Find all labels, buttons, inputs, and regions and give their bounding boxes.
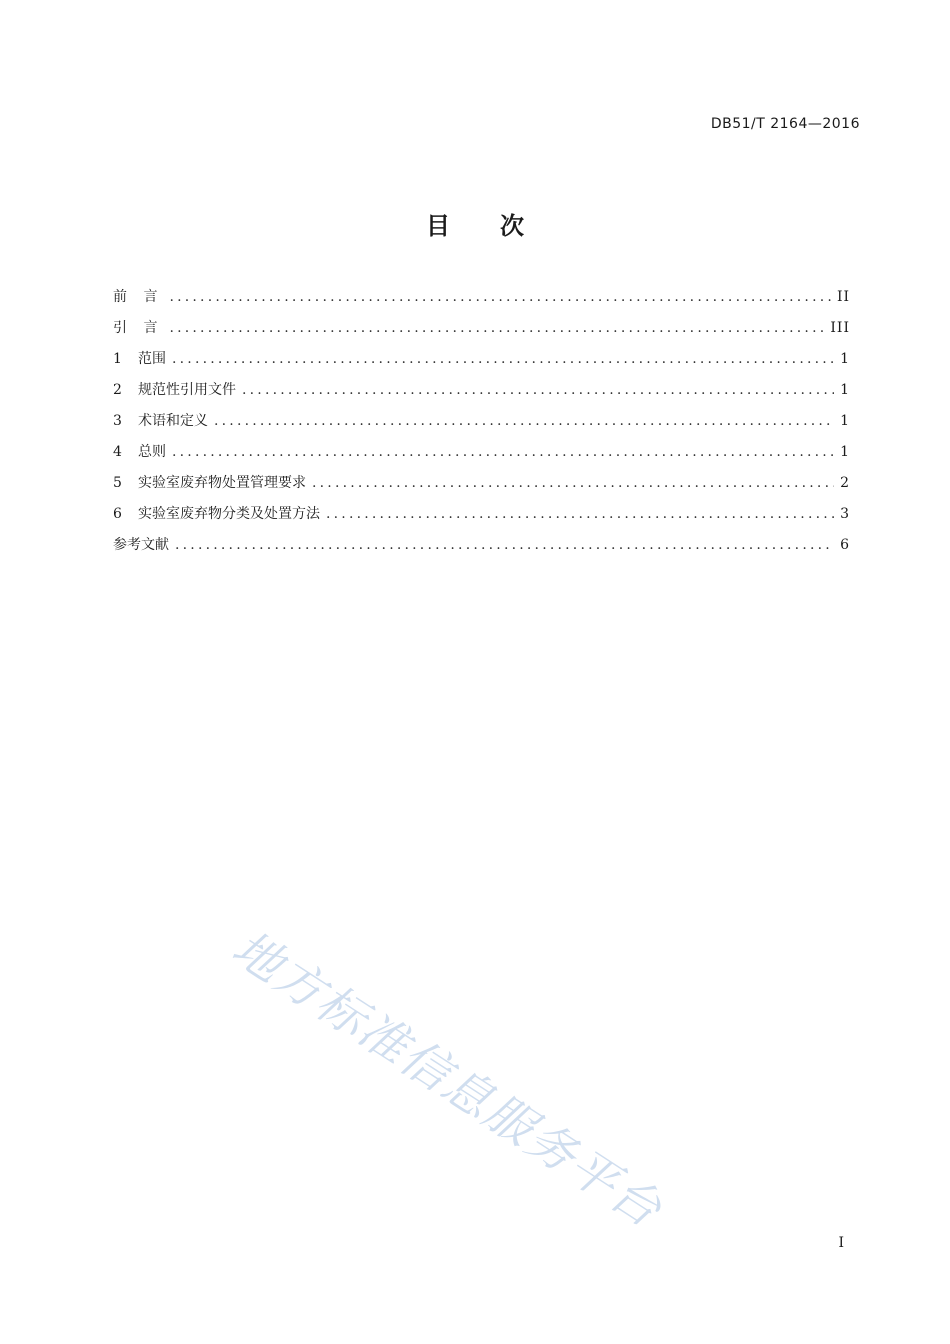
toc-entry-management-requirements[interactable]	[113, 471, 850, 502]
toc-leader-dots	[175, 533, 834, 557]
toc-entry-number: 5	[113, 475, 122, 491]
page-number: I	[838, 1235, 844, 1251]
toc-entry-introduction[interactable]	[113, 316, 850, 347]
toc-entry-foreword[interactable]	[113, 285, 850, 316]
toc-entry-terms-definitions[interactable]	[113, 409, 850, 440]
page-title: 目次	[426, 212, 574, 240]
toc-entry-number: 4	[113, 444, 122, 460]
toc-entry-page: 6	[840, 537, 850, 553]
toc-entry-general[interactable]	[113, 440, 850, 471]
toc-entry-normative-references[interactable]	[113, 378, 850, 409]
watermark-text: 地方标准信息服务平台	[222, 919, 673, 1240]
document-code: DB51/T 2164—2016	[710, 116, 860, 132]
toc-entry-page: 2	[840, 475, 850, 491]
table-of-contents	[113, 285, 850, 564]
toc-entry-scope[interactable]	[113, 347, 850, 378]
toc-entry-number: 3	[113, 413, 122, 429]
toc-entry-label: 引 言	[113, 320, 164, 336]
toc-entry-label: 实验室废弃物处置管理要求	[138, 475, 306, 491]
toc-entry-label: 术语和定义	[138, 413, 208, 429]
toc-entry-number: 6	[113, 506, 122, 522]
toc-entry-page: 3	[840, 506, 850, 522]
toc-entry-label: 参考文献	[113, 537, 169, 553]
toc-leader-dots	[172, 440, 834, 464]
toc-entry-label: 总则	[138, 444, 166, 460]
toc-entry-label: 范围	[138, 351, 166, 367]
toc-leader-dots	[169, 285, 830, 309]
toc-entry-label: 规范性引用文件	[138, 382, 236, 398]
toc-entry-page: 1	[840, 413, 850, 429]
toc-entry-label: 实验室废弃物分类及处置方法	[138, 506, 320, 522]
toc-entry-classification-methods[interactable]	[113, 502, 850, 533]
toc-entry-page: 1	[840, 351, 850, 367]
toc-entry-page: III	[830, 320, 850, 336]
toc-entry-number: 1	[113, 351, 122, 367]
toc-entry-page: 1	[840, 444, 850, 460]
toc-entry-number: 2	[113, 382, 122, 398]
toc-entry-bibliography[interactable]	[113, 533, 850, 564]
toc-leader-dots	[242, 378, 834, 402]
toc-leader-dots	[169, 316, 824, 340]
toc-entry-page: 1	[840, 382, 850, 398]
toc-entry-label: 前 言	[113, 289, 164, 305]
toc-entry-page: II	[836, 289, 850, 305]
toc-leader-dots	[172, 347, 834, 371]
toc-leader-dots	[214, 409, 834, 433]
toc-leader-dots	[326, 502, 834, 526]
toc-leader-dots	[312, 471, 834, 495]
